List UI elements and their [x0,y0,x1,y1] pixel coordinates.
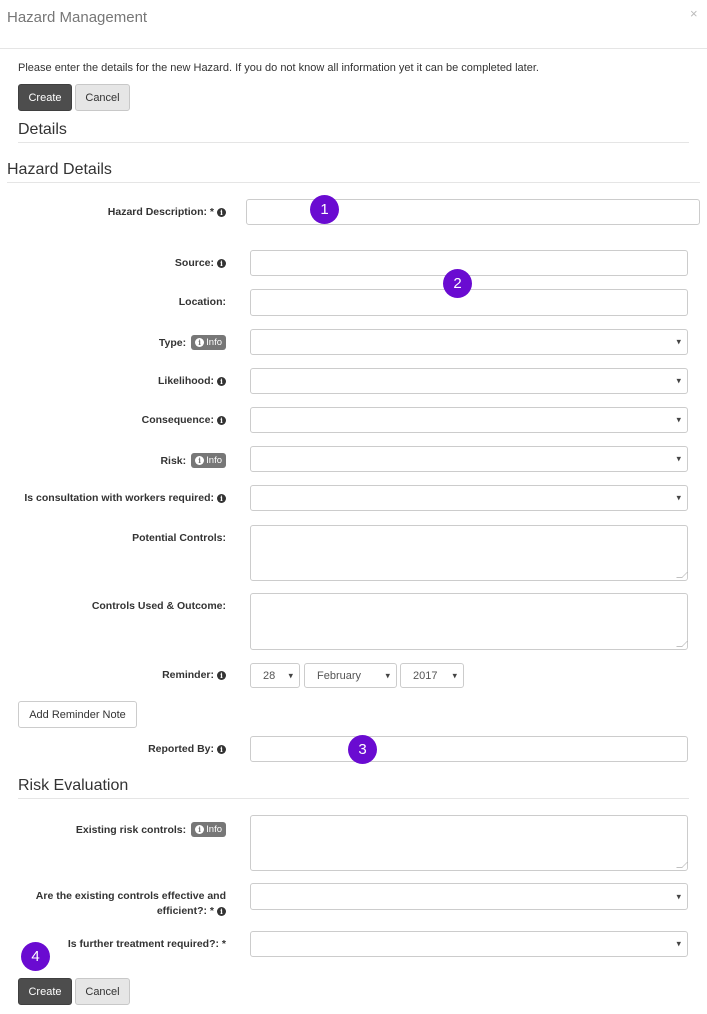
hazard-details-divider [7,182,700,183]
type-label: Type: i Info [159,335,226,350]
potential-controls-label: Potential Controls: [132,532,226,544]
cancel-button-top[interactable]: Cancel [75,84,130,111]
location-label: Location: [178,296,226,308]
info-icon: i [195,338,204,347]
info-icon[interactable]: i [217,671,226,680]
header-divider [0,48,707,49]
close-icon[interactable]: × [690,6,698,21]
reminder-month-select[interactable]: February ▾ [304,663,397,688]
annotation-marker-4: 4 [21,942,50,971]
info-icon[interactable]: i [217,416,226,425]
details-divider [18,142,689,143]
info-icon: i [195,456,204,465]
section-details: Details [18,121,67,138]
annotation-marker-1: 1 [310,195,339,224]
info-icon[interactable]: i [217,377,226,386]
type-select[interactable] [250,329,688,355]
further-treatment-label: Is further treatment required?: * [67,938,226,950]
source-input[interactable] [250,250,688,276]
info-icon[interactable]: i [217,745,226,754]
info-icon[interactable]: i [217,494,226,503]
add-reminder-note-button[interactable]: Add Reminder Note [18,701,137,728]
source-label: Source: i [175,257,226,269]
intro-text: Please enter the details for the new Hazard. If you do not know all information yet it can be completed later. [18,62,539,74]
consequence-select[interactable] [250,407,688,433]
controls-used-textarea[interactable] [250,593,688,650]
consultation-label: Is consultation with workers required: i [24,492,226,504]
reminder-day-select[interactable]: 28 ▾ [250,663,300,688]
consequence-label: Consequence: i [142,414,226,426]
reminder-label: Reminder: i [162,669,226,681]
reminder-year-select[interactable]: 2017 ▾ [400,663,464,688]
reported-by-label: Reported By: i [148,743,226,755]
existing-controls-label: Existing risk controls: i Info [76,822,226,837]
further-treatment-select[interactable] [250,931,688,957]
effective-label-line2: efficient?: * i [157,905,226,917]
effective-select[interactable] [250,883,688,910]
info-icon: i [195,825,204,834]
section-risk-evaluation: Risk Evaluation [18,777,129,794]
info-icon[interactable]: i [217,259,226,268]
location-input[interactable] [250,289,688,316]
likelihood-label: Likelihood: i [158,375,226,387]
type-info-badge[interactable]: i Info [191,335,226,350]
existing-controls-textarea[interactable] [250,815,688,871]
modal-title: Hazard Management [7,9,148,26]
hazard-description-label: Hazard Description: * i [108,206,226,218]
create-button-top[interactable]: Create [18,84,72,111]
consultation-select[interactable] [250,485,688,511]
likelihood-select[interactable] [250,368,688,394]
controls-used-label: Controls Used & Outcome: [91,600,226,612]
create-button-bottom[interactable]: Create [18,978,72,1005]
info-icon[interactable]: i [217,208,226,217]
annotation-marker-3: 3 [348,735,377,764]
effective-label-line1: Are the existing controls effective and [35,890,226,902]
risk-select[interactable] [250,446,688,472]
info-icon[interactable]: i [217,907,226,916]
risk-label: Risk: i Info [160,453,226,468]
annotation-marker-2: 2 [443,269,472,298]
risk-info-badge[interactable]: i Info [191,453,226,468]
potential-controls-textarea[interactable] [250,525,688,581]
reported-by-input[interactable] [250,736,688,762]
cancel-button-bottom[interactable]: Cancel [75,978,130,1005]
existing-controls-info-badge[interactable]: i Info [191,822,226,837]
section-hazard-details: Hazard Details [7,161,112,178]
risk-evaluation-divider [18,798,689,799]
